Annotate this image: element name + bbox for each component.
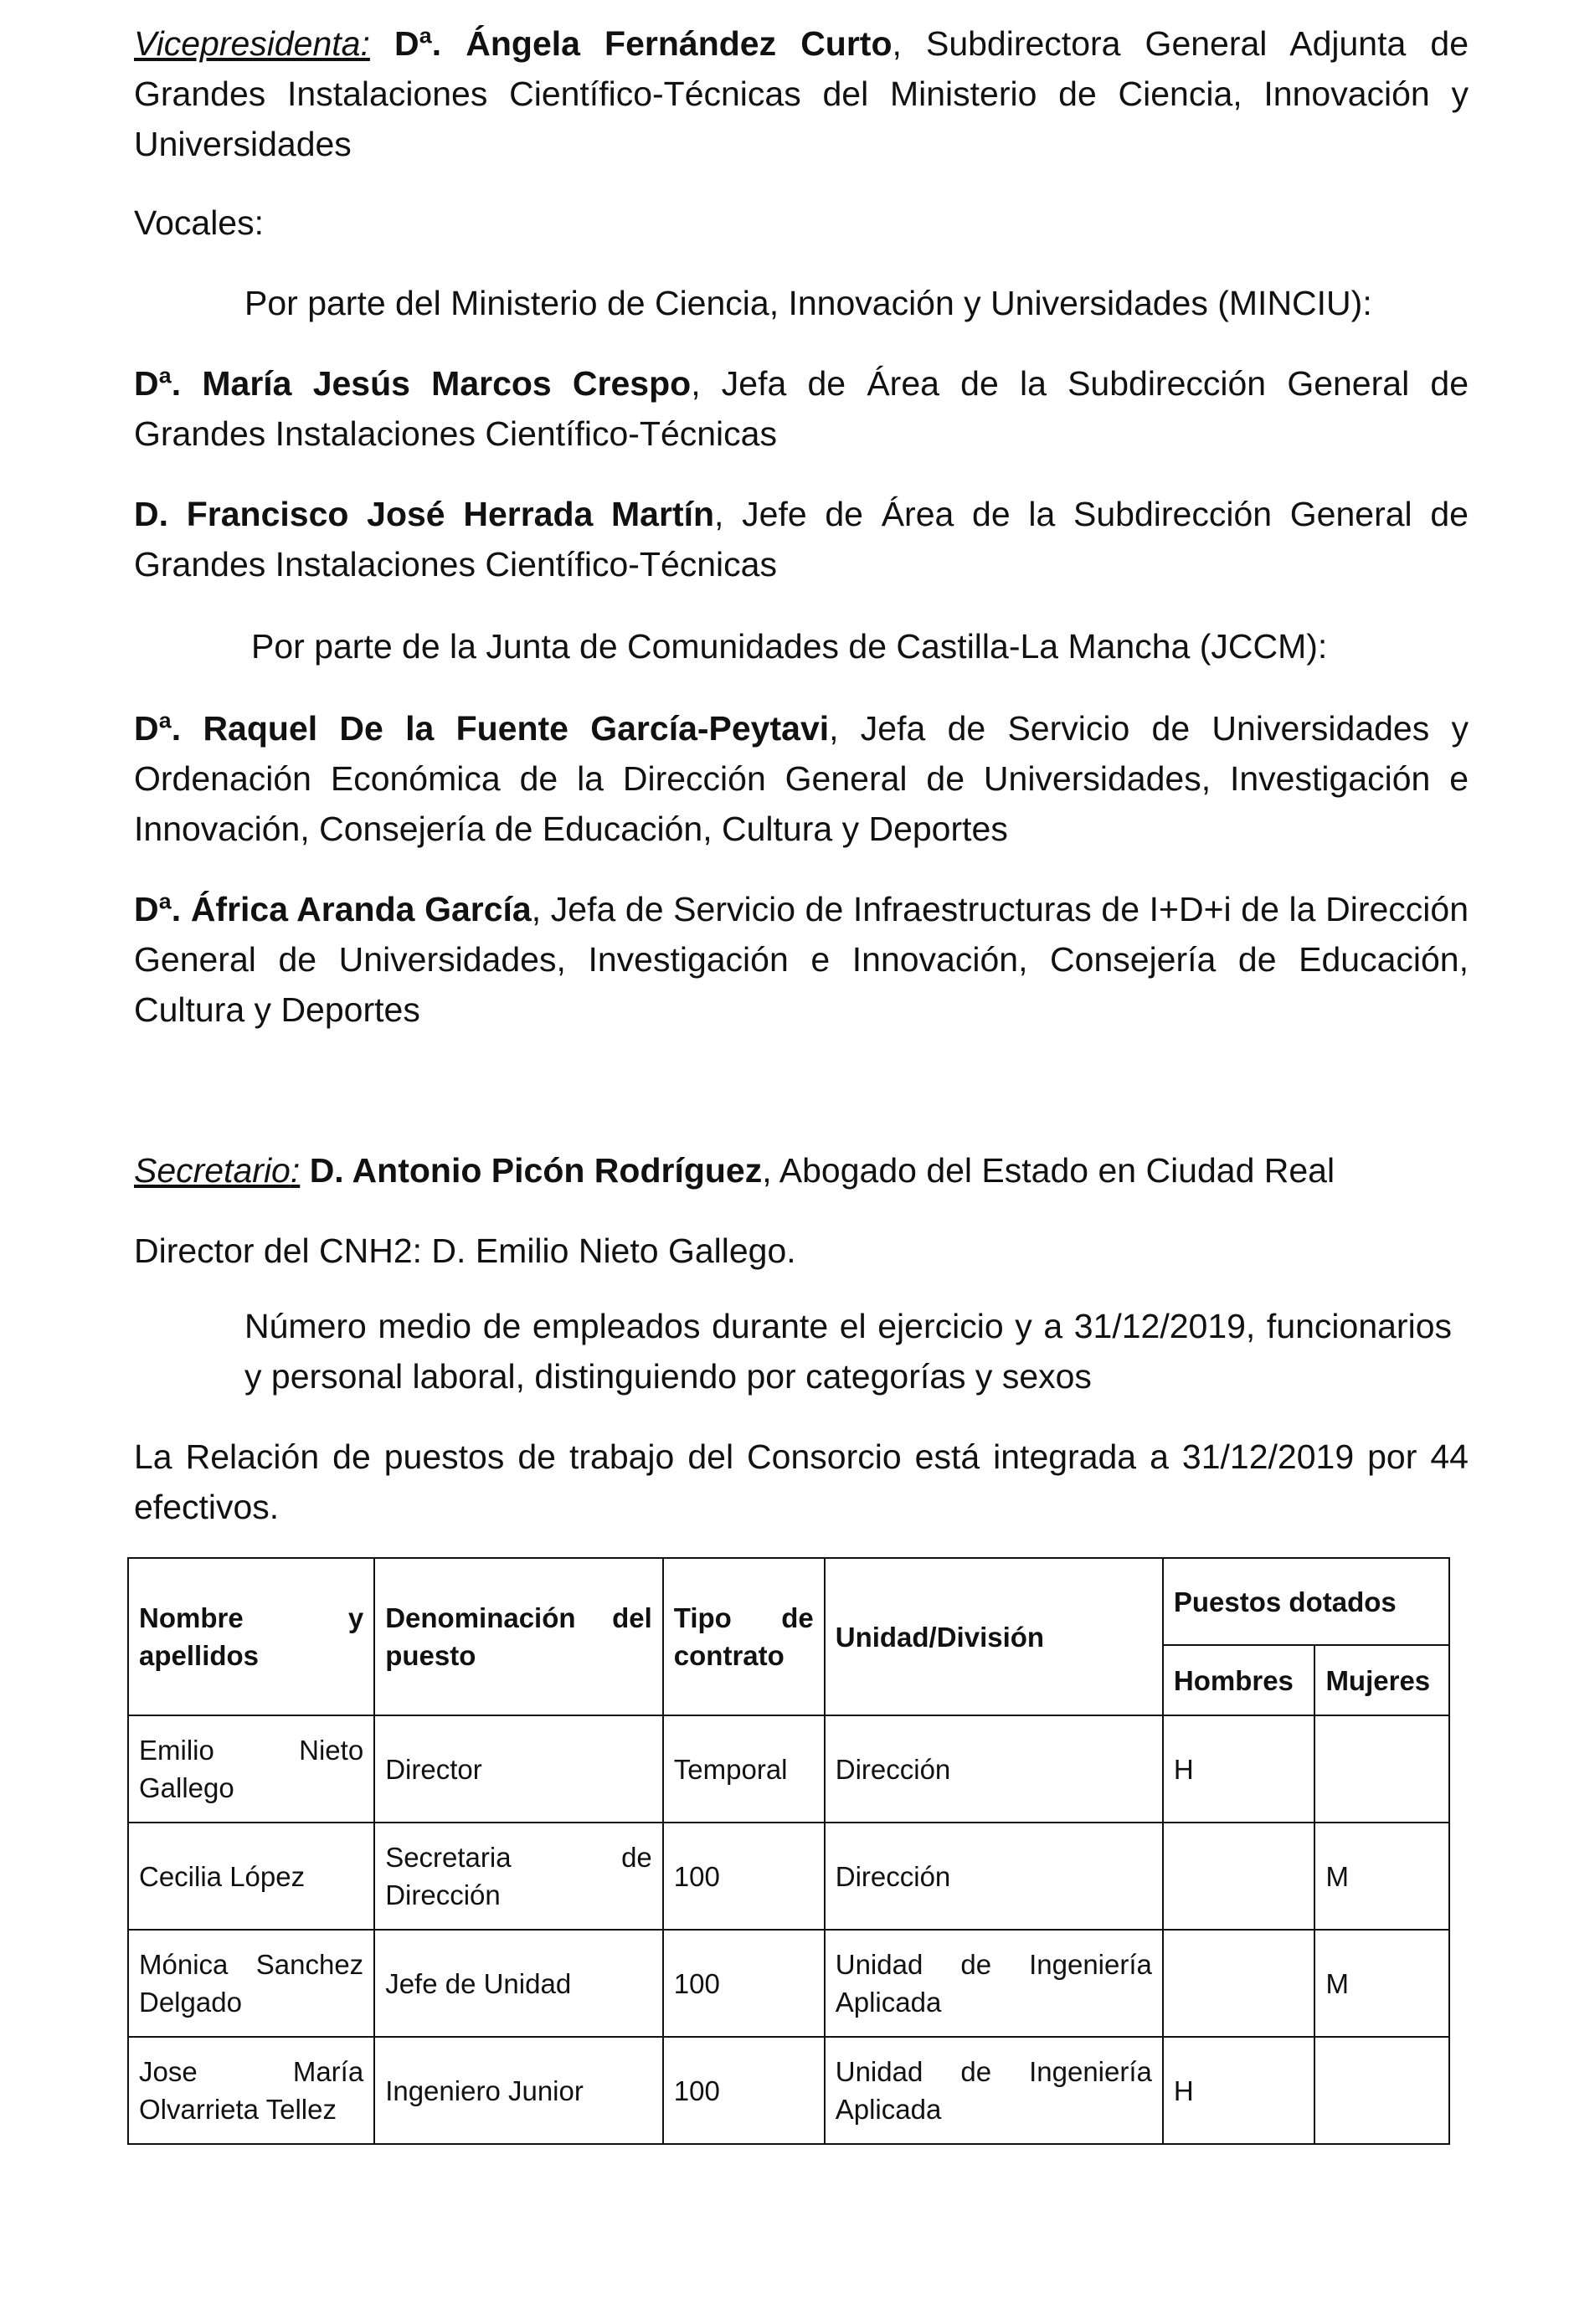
vicepresidenta-paragraph	[134, 18, 1469, 169]
cell-contract: 100	[663, 1930, 825, 2037]
vicepresidenta-colon: :	[360, 24, 370, 63]
position-part: de	[621, 1842, 652, 1873]
cell-men	[1163, 1930, 1315, 2037]
header-unit: Unidad/División	[825, 1558, 1163, 1715]
secretario-label: Secretario	[134, 1151, 291, 1190]
cell-unit	[825, 1930, 1163, 2037]
header-name-a: Nombre	[139, 1602, 244, 1633]
header-men: Hombres	[1163, 1645, 1315, 1715]
cell-men: H	[1163, 1715, 1315, 1823]
name-part: Mónica	[139, 1949, 229, 1980]
cell-position: Director	[374, 1715, 663, 1823]
name-part: Gallego	[139, 1772, 234, 1803]
name-part: María	[292, 2056, 364, 2087]
vicepresidenta-label: Vicepresidenta	[134, 24, 361, 63]
secretario-colon: :	[290, 1151, 301, 1190]
unit-part: Aplicada	[835, 2094, 942, 2125]
header-women: Mujeres	[1314, 1645, 1449, 1715]
unit-part: Ingeniería	[1029, 2056, 1152, 2087]
cell-contract: 100	[663, 1823, 825, 1930]
cell-unit: Dirección	[825, 1715, 1163, 1823]
vicepresidenta-desc: , Subdirectora General Adjunta de Grandes Instalaciones Científico-Técnicas del Ministerio de Ciencia, Innovación y Universidades	[134, 24, 1469, 163]
cell-men	[1163, 1823, 1315, 1930]
member-name: Dª. María Jesús Marcos Crespo	[134, 364, 692, 403]
table-row	[128, 1715, 1449, 1823]
header-position-a: Denominación	[385, 1602, 576, 1633]
cell-contract: 100	[663, 2037, 825, 2144]
header-name-c: apellidos	[139, 1640, 260, 1671]
minciu-member-1	[134, 358, 1469, 459]
director-line: Director del CNH2: D. Emilio Nieto Gallego.	[134, 1231, 796, 1270]
cell-position: Jefe de Unidad	[374, 1930, 663, 2037]
cell-unit	[825, 2037, 1163, 2144]
header-name	[128, 1558, 374, 1715]
name-part: Sanchez	[255, 1949, 364, 1980]
cell-contract: Temporal	[663, 1715, 825, 1823]
table-header-row	[128, 1558, 1449, 1645]
position-part: Dirección	[385, 1879, 501, 1910]
name-part: Delgado	[139, 1987, 242, 2018]
minciu-member-2	[134, 489, 1469, 589]
table-row	[128, 2037, 1449, 2144]
staff-table	[127, 1557, 1450, 2145]
unit-part: Aplicada	[835, 1987, 942, 2018]
cell-name	[128, 1930, 374, 2037]
cell-position	[374, 1823, 663, 1930]
secretario-name: D. Antonio Picón Rodríguez	[309, 1151, 763, 1190]
cell-women: M	[1314, 1823, 1449, 1930]
header-posts: Puestos dotados	[1163, 1558, 1449, 1645]
member-desc: , Jefa de Área de la Subdirección General de Grandes Instalaciones Científico-Técnicas	[134, 364, 1469, 453]
member-name: Dª. África Aranda García	[134, 890, 532, 928]
member-desc: , Jefa de Servicio de Infraestructuras de I+D+i de la Dirección General de Universidades, Investigación e Innovación, Consejería de Educación, Cultura y Deportes	[134, 890, 1469, 1029]
jccm-header: Por parte de la Junta de Comunidades de Castilla-La Mancha (JCCM):	[251, 627, 1328, 666]
unit-part: de	[960, 2056, 992, 2087]
member-name: D. Francisco José Herrada Martín	[134, 495, 715, 533]
jccm-member-2	[134, 884, 1469, 1035]
position-part: Secretaria	[385, 1842, 512, 1873]
member-desc: , Jefe de Área de la Subdirección General de Grandes Instalaciones Científico-Técnicas	[134, 495, 1469, 584]
header-contract-b: de	[781, 1602, 814, 1633]
cell-name	[128, 1715, 374, 1823]
vocales-label: Vocales:	[134, 203, 264, 242]
cell-name: Cecilia López	[128, 1823, 374, 1930]
secretario-desc: , Abogado del Estado en Ciudad Real	[762, 1151, 1335, 1190]
header-name-b: y	[347, 1602, 364, 1633]
minciu-header: Por parte del Ministerio de Ciencia, Innovación y Universidades (MINCIU):	[244, 284, 1372, 322]
header-contract	[663, 1558, 825, 1715]
cell-name	[128, 2037, 374, 2144]
cell-men: H	[1163, 2037, 1315, 2144]
header-position-c: puesto	[385, 1640, 476, 1671]
cell-women: M	[1314, 1930, 1449, 2037]
member-desc: , Jefa de Servicio de Universidades y Ordenación Económica de la Dirección General de Universidades, Investigación e Innovación, Consejería de Educación, Cultura y Deportes	[134, 709, 1469, 848]
name-part: Jose	[139, 2056, 198, 2087]
unit-part: Unidad	[835, 1949, 923, 1980]
header-contract-a: Tipo	[673, 1602, 732, 1633]
member-name: Dª. Raquel De la Fuente García-Peytavi	[134, 709, 830, 748]
table-row	[128, 1823, 1449, 1930]
cell-women	[1314, 1715, 1449, 1823]
header-contract-c: contrato	[673, 1640, 784, 1671]
unit-part: Unidad	[835, 2056, 923, 2087]
cell-position: Ingeniero Junior	[374, 2037, 663, 2144]
header-position-b: del	[612, 1602, 652, 1633]
header-position	[374, 1558, 663, 1715]
employees-heading: Número medio de empleados durante el ejercicio y a 31/12/2019, funcionarios y personal laboral, distinguiendo por categorías y sexos	[244, 1307, 1452, 1396]
vicepresidenta-name: Dª. Ángela Fernández Curto	[394, 24, 893, 63]
secretario-paragraph	[134, 1145, 1469, 1195]
name-part: Emilio	[139, 1735, 214, 1766]
name-part: Olvarrieta Tellez	[139, 2094, 337, 2125]
table-row	[128, 1930, 1449, 2037]
cell-women	[1314, 2037, 1449, 2144]
jccm-member-1	[134, 703, 1469, 854]
cell-unit: Dirección	[825, 1823, 1163, 1930]
rpt-text: La Relación de puestos de trabajo del Consorcio está integrada a 31/12/2019 por 44 efectivos.	[134, 1437, 1469, 1526]
unit-part: de	[960, 1949, 992, 1980]
name-part: Nieto	[299, 1735, 364, 1766]
unit-part: Ingeniería	[1029, 1949, 1152, 1980]
